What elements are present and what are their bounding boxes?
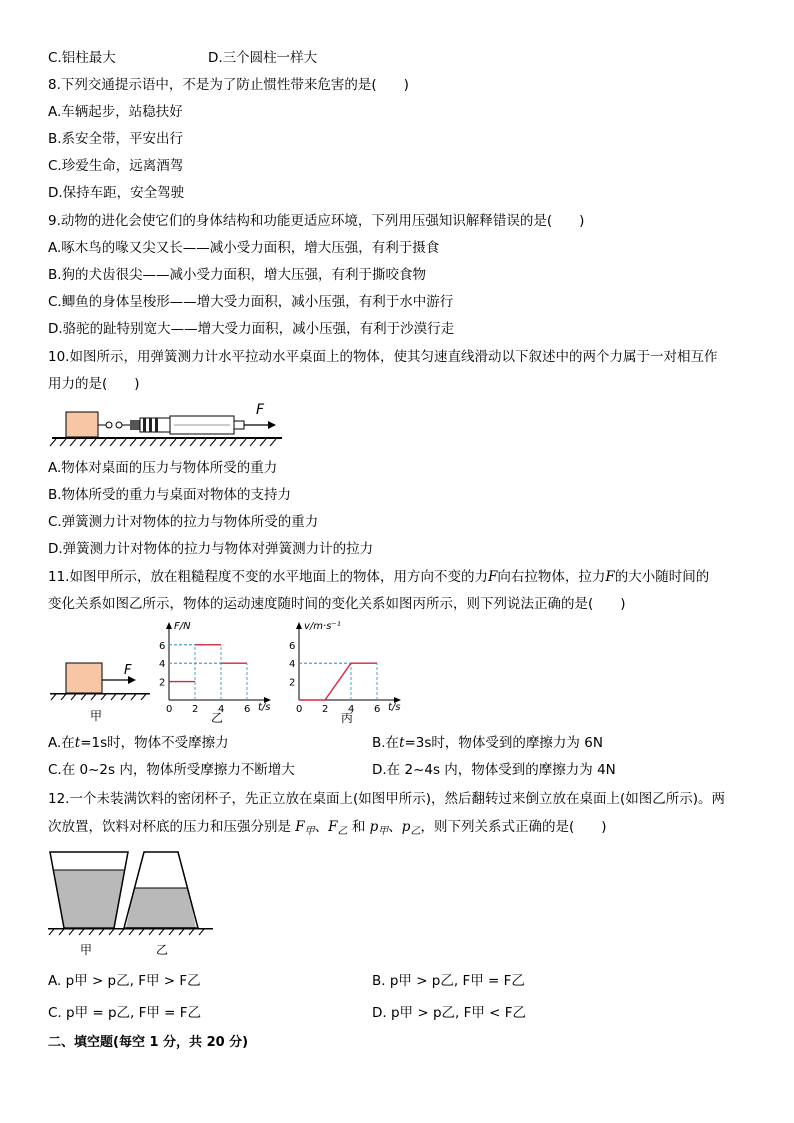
q11-stem-part-c: 的大小随时间的 (614, 569, 710, 585)
q12-symbol-p-jia: $p_甲$ (369, 819, 389, 837)
q10-option-c: C.弹簧测力计对物体的拉力与物体所受的重力 (48, 514, 319, 530)
table-hatching (50, 439, 276, 446)
q11-option-a-prefix: A.在 (48, 735, 75, 751)
q12-symbol-p-yi: $p_乙$ (401, 819, 421, 837)
q11-option-b-prefix: B.在 (372, 735, 400, 751)
q12-stem-line2: 次放置，饮料对杯底的压力和压强分别是 $F_甲$、$F_乙$ 和 $p_甲$、$p_乙$，则下列关系式正确的是( ) (48, 819, 607, 837)
q8-stem: 8.下列交通提示语中，不是为了防止惯性带来危害的是( ) (48, 77, 409, 93)
force-label: F (124, 663, 132, 678)
q11-stem-force-symbol: F (487, 569, 498, 585)
q9-option-c: C.鲫鱼的身体呈梭形——增大受力面积，减小压强，有利于水中游行 (48, 294, 454, 310)
x-axis-label: t/s (258, 702, 271, 713)
figure-label: 乙 (211, 711, 224, 725)
data-segment (325, 663, 351, 700)
q12-symbol-f-jia: $F_甲$ (295, 819, 315, 837)
q12-option-b: B. p甲 > p乙, F甲 = F乙 (372, 973, 525, 989)
force-arrowhead (268, 421, 276, 429)
q12-stem-line1: 12.一个未装满饮料的密闭杯子，先正立放在桌面上(如图甲所示)，然后翻转过来倒立放在桌面上(如图乙所示)。两 (48, 791, 726, 807)
q12-stem-part-a: 次放置，饮料对杯底的压力和压强分别是 (48, 819, 291, 835)
q11-option-b-t: t (399, 735, 405, 751)
y-axis-label: F/N (174, 621, 191, 632)
q11-stem-force-symbol-2: F (605, 569, 615, 585)
q11-figure-jia (48, 650, 158, 725)
cup-yi-liquid (126, 888, 196, 928)
y-tick-label: 4 (289, 659, 296, 671)
q11-option-c: C.在 0~2s 内，物体所受摩擦力不断增大 (48, 762, 295, 778)
y-axis-arrowhead (296, 622, 302, 629)
q11-stem-part-b: 向右拉物体，拉力 (497, 569, 606, 585)
q11-option-d: D.在 2~4s 内，物体受到的摩擦力为 4N (372, 762, 616, 778)
block (66, 663, 102, 693)
q12-figure (48, 848, 218, 962)
y-tick-label: 2 (289, 677, 296, 689)
q10-option-b: B.物体所受的重力与桌面对物体的支持力 (48, 487, 292, 503)
q10-stem-line1: 10.如图所示，用弹簧测力计水平拉动水平桌面上的物体，使其匀速直线滑动以下叙述中的两个力属于一对相互作 (48, 349, 718, 365)
y-tick-label: 6 (159, 640, 166, 652)
q11-stem-line2: 变化关系如图乙所示，物体的运动速度随时间的变化关系如图丙所示，则下列说法正确的是( ) (48, 596, 626, 612)
q12-stem-part-b: 和 (351, 819, 366, 835)
figure-label-jia: 甲 (90, 709, 103, 723)
y-tick-label: 6 (289, 640, 296, 652)
q11-option-a (48, 734, 229, 752)
q11-stem-part-a: 11.如图甲所示，放在粗糙程度不变的水平地面上的物体，用方向不变的力 (48, 569, 488, 585)
q12-stem-part-c: ，则下列关系式正确的是( ) (420, 819, 607, 835)
q8-option-a: A.车辆起步，站稳扶好 (48, 104, 183, 120)
q10-option-d: D.弹簧测力计对物体的拉力与物体对弹簧测力计的拉力 (48, 541, 374, 557)
x-tick-label: 0 (296, 704, 303, 715)
x-tick-label: 4 (218, 704, 225, 715)
force-label: F (256, 402, 265, 418)
q12-symbol-f-yi: $F_乙$ (328, 819, 348, 837)
x-tick-label: 6 (244, 704, 251, 715)
y-axis-arrowhead (166, 622, 172, 629)
q10-option-a: A.物体对桌面的压力与物体所受的重力 (48, 460, 278, 476)
q11-option-b-text: =3s时，物体受到的摩擦力为 6N (404, 735, 603, 751)
q11-option-b (372, 734, 603, 752)
q7-option-c: C.铝柱最大 (48, 50, 116, 66)
section-2-heading: 二、填空题(每空 1 分，共 20 分) (48, 1035, 249, 1050)
block (66, 412, 98, 437)
q7-option-d: D.三个圆柱一样大 (208, 50, 318, 66)
q12-option-c: C. p甲 = p乙, F甲 = F乙 (48, 1005, 202, 1021)
x-axis-label: t/s (388, 702, 401, 713)
spring-scale-hook (98, 422, 130, 428)
q9-option-b: B.狗的犬齿很尖——减小受力面积，增大压强，有利于撕咬食物 (48, 267, 427, 283)
q12-option-a: A. p甲 > p乙, F甲 > F乙 (48, 973, 201, 989)
q11-stem-line1 (48, 568, 709, 586)
y-tick-label: 2 (159, 677, 166, 689)
q8-option-c: C.珍爱生命，远离酒驾 (48, 158, 184, 174)
y-tick-label: 4 (159, 659, 166, 671)
ground-line (48, 928, 213, 930)
x-tick-label: 2 (322, 704, 329, 715)
q10-stem-line2: 用力的是( ) (48, 376, 140, 392)
q11-option-a-text: =1s时，物体不受摩擦力 (80, 735, 229, 751)
q9-option-d: D.骆驼的趾特别宽大——增大受力面积，减小压强，有利于沙漠行走 (48, 321, 455, 337)
x-tick-label: 4 (348, 704, 355, 715)
q9-stem: 9.动物的进化会使它们的身体结构和功能更适应环境，下列用压强知识解释错误的是( ) (48, 213, 585, 229)
ground-hatching (51, 694, 146, 700)
figure-label-yi: 乙 (156, 943, 169, 957)
q10-figure (48, 400, 288, 450)
cup-jia-liquid (54, 870, 124, 927)
q11-option-a-t: t (74, 735, 81, 751)
x-tick-label: 0 (166, 704, 173, 715)
q8-option-b: B.系安全带，平安出行 (48, 131, 184, 147)
y-axis-label: v/m·s⁻¹ (304, 621, 341, 632)
figure-label: 丙 (341, 711, 354, 725)
q12-option-d: D. p甲 > p乙, F甲 < F乙 (372, 1005, 527, 1021)
x-tick-label: 2 (192, 704, 199, 715)
ground-hatching (49, 929, 204, 935)
q8-option-d: D.保持车距，安全驾驶 (48, 185, 185, 201)
spring-scale (130, 416, 244, 434)
q11-graph-yi (155, 618, 285, 726)
q9-option-a: A.啄木鸟的喙又尖又长——减小受力面积，增大压强，有利于摄食 (48, 240, 440, 256)
q11-graph-bing (285, 618, 415, 726)
x-tick-label: 6 (374, 704, 381, 715)
figure-label-jia: 甲 (80, 943, 93, 957)
